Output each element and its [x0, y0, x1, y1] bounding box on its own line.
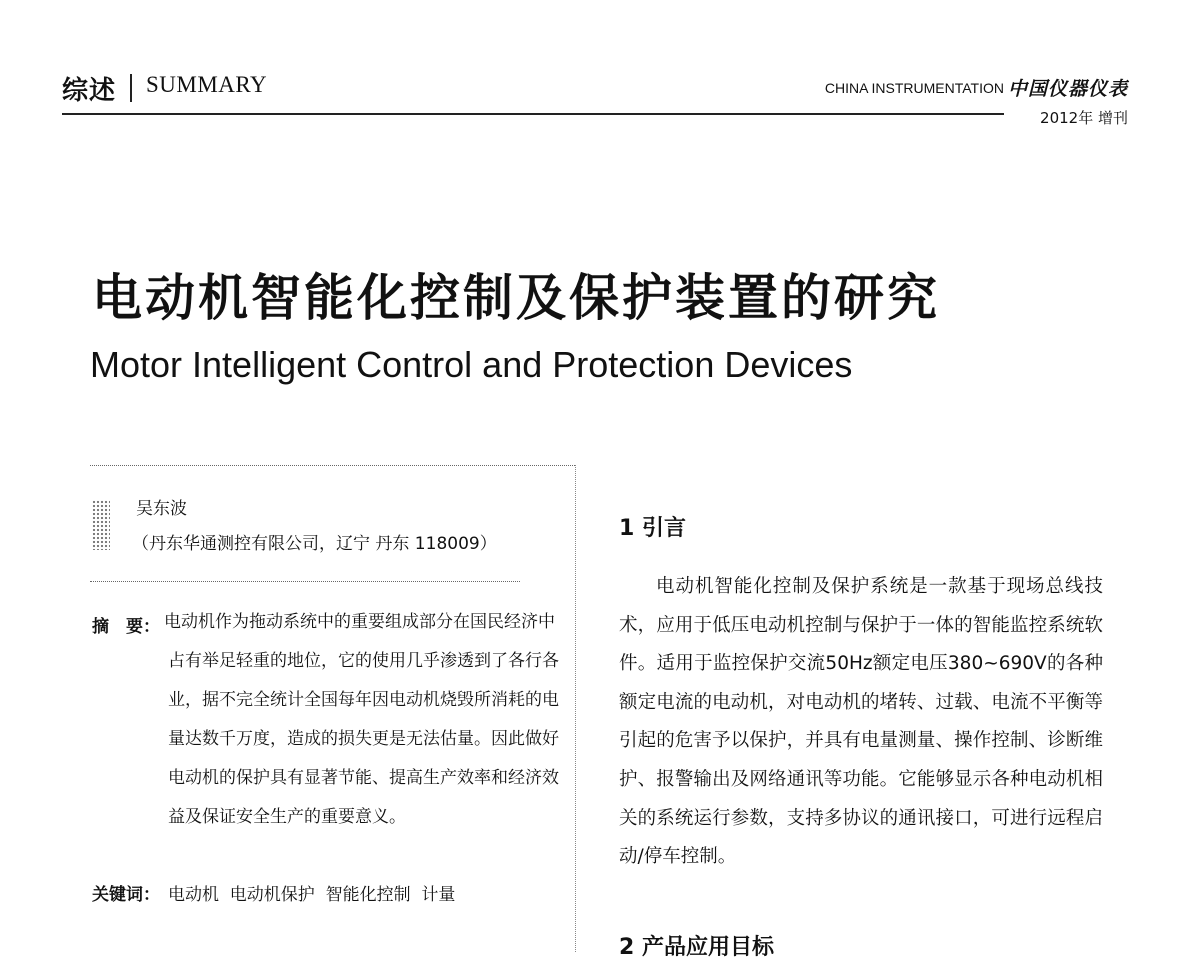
- author-box-top-rule: [90, 465, 575, 466]
- journal-name-en: CHINA INSTRUMENTATION: [824, 80, 1004, 96]
- author-marker-icon: [92, 500, 110, 550]
- section-heading-introduction: 1 引言: [619, 516, 686, 541]
- keywords-label: 关键词：: [92, 885, 160, 905]
- column-divider: [575, 465, 576, 952]
- header-separator: [130, 74, 132, 102]
- paper-title-en: Motor Intelligent Control and Protection Devices: [90, 344, 853, 385]
- paper-title-zh: 电动机智能化控制及保护装置的研究: [92, 269, 940, 327]
- keywords-text: 电动机 电动机保护 智能化控制 计量: [168, 885, 456, 905]
- issue-label: 2012年 增刊: [1040, 109, 1128, 127]
- abstract-text: 电动机作为拖动系统中的重要组成部分在国民经济中占有举足轻重的地位，它的使用几乎渗透到了各行各业，据不完全统计全国每年因电动机烧毁所消耗的电量达数千万度，造成的损失更是无法估量。因此做好电动机的保护具有显著节能、提高生产效率和经济效益及保证安全生产的重要意义。: [164, 612, 559, 827]
- header-rule: [62, 113, 1004, 115]
- section-label: 综述: [62, 76, 117, 106]
- section-heading-application: 2 产品应用目标: [619, 935, 774, 960]
- abstract-label: 摘 要：: [92, 617, 160, 637]
- section-body-introduction: 电动机智能化控制及保护系统是一款基于现场总线技术，应用于低压电动机控制与保护于一体的智能监控系统软件。适用于监控保护交流50Hz额定电压380~690V的各种额定电流的电动机，对电动机的堵转、过载、电流不平衡等引起的危害予以保护，并具有电量测量、操作控制、诊断维护、报警输出及网络通讯等功能。它能够显示各种电动机相关的系统运行参数，支持多协议的通讯接口，可进行远程启动/停车控制。: [619, 576, 1103, 868]
- author-box-bottom-rule: [90, 581, 520, 582]
- section-label-en: SUMMARY: [146, 72, 268, 97]
- author-name: 吴东波: [136, 499, 187, 519]
- journal-name-zh: 中国仪器仪表: [1007, 78, 1128, 100]
- author-affiliation: （丹东华通测控有限公司，辽宁 丹东 118009）: [132, 534, 497, 554]
